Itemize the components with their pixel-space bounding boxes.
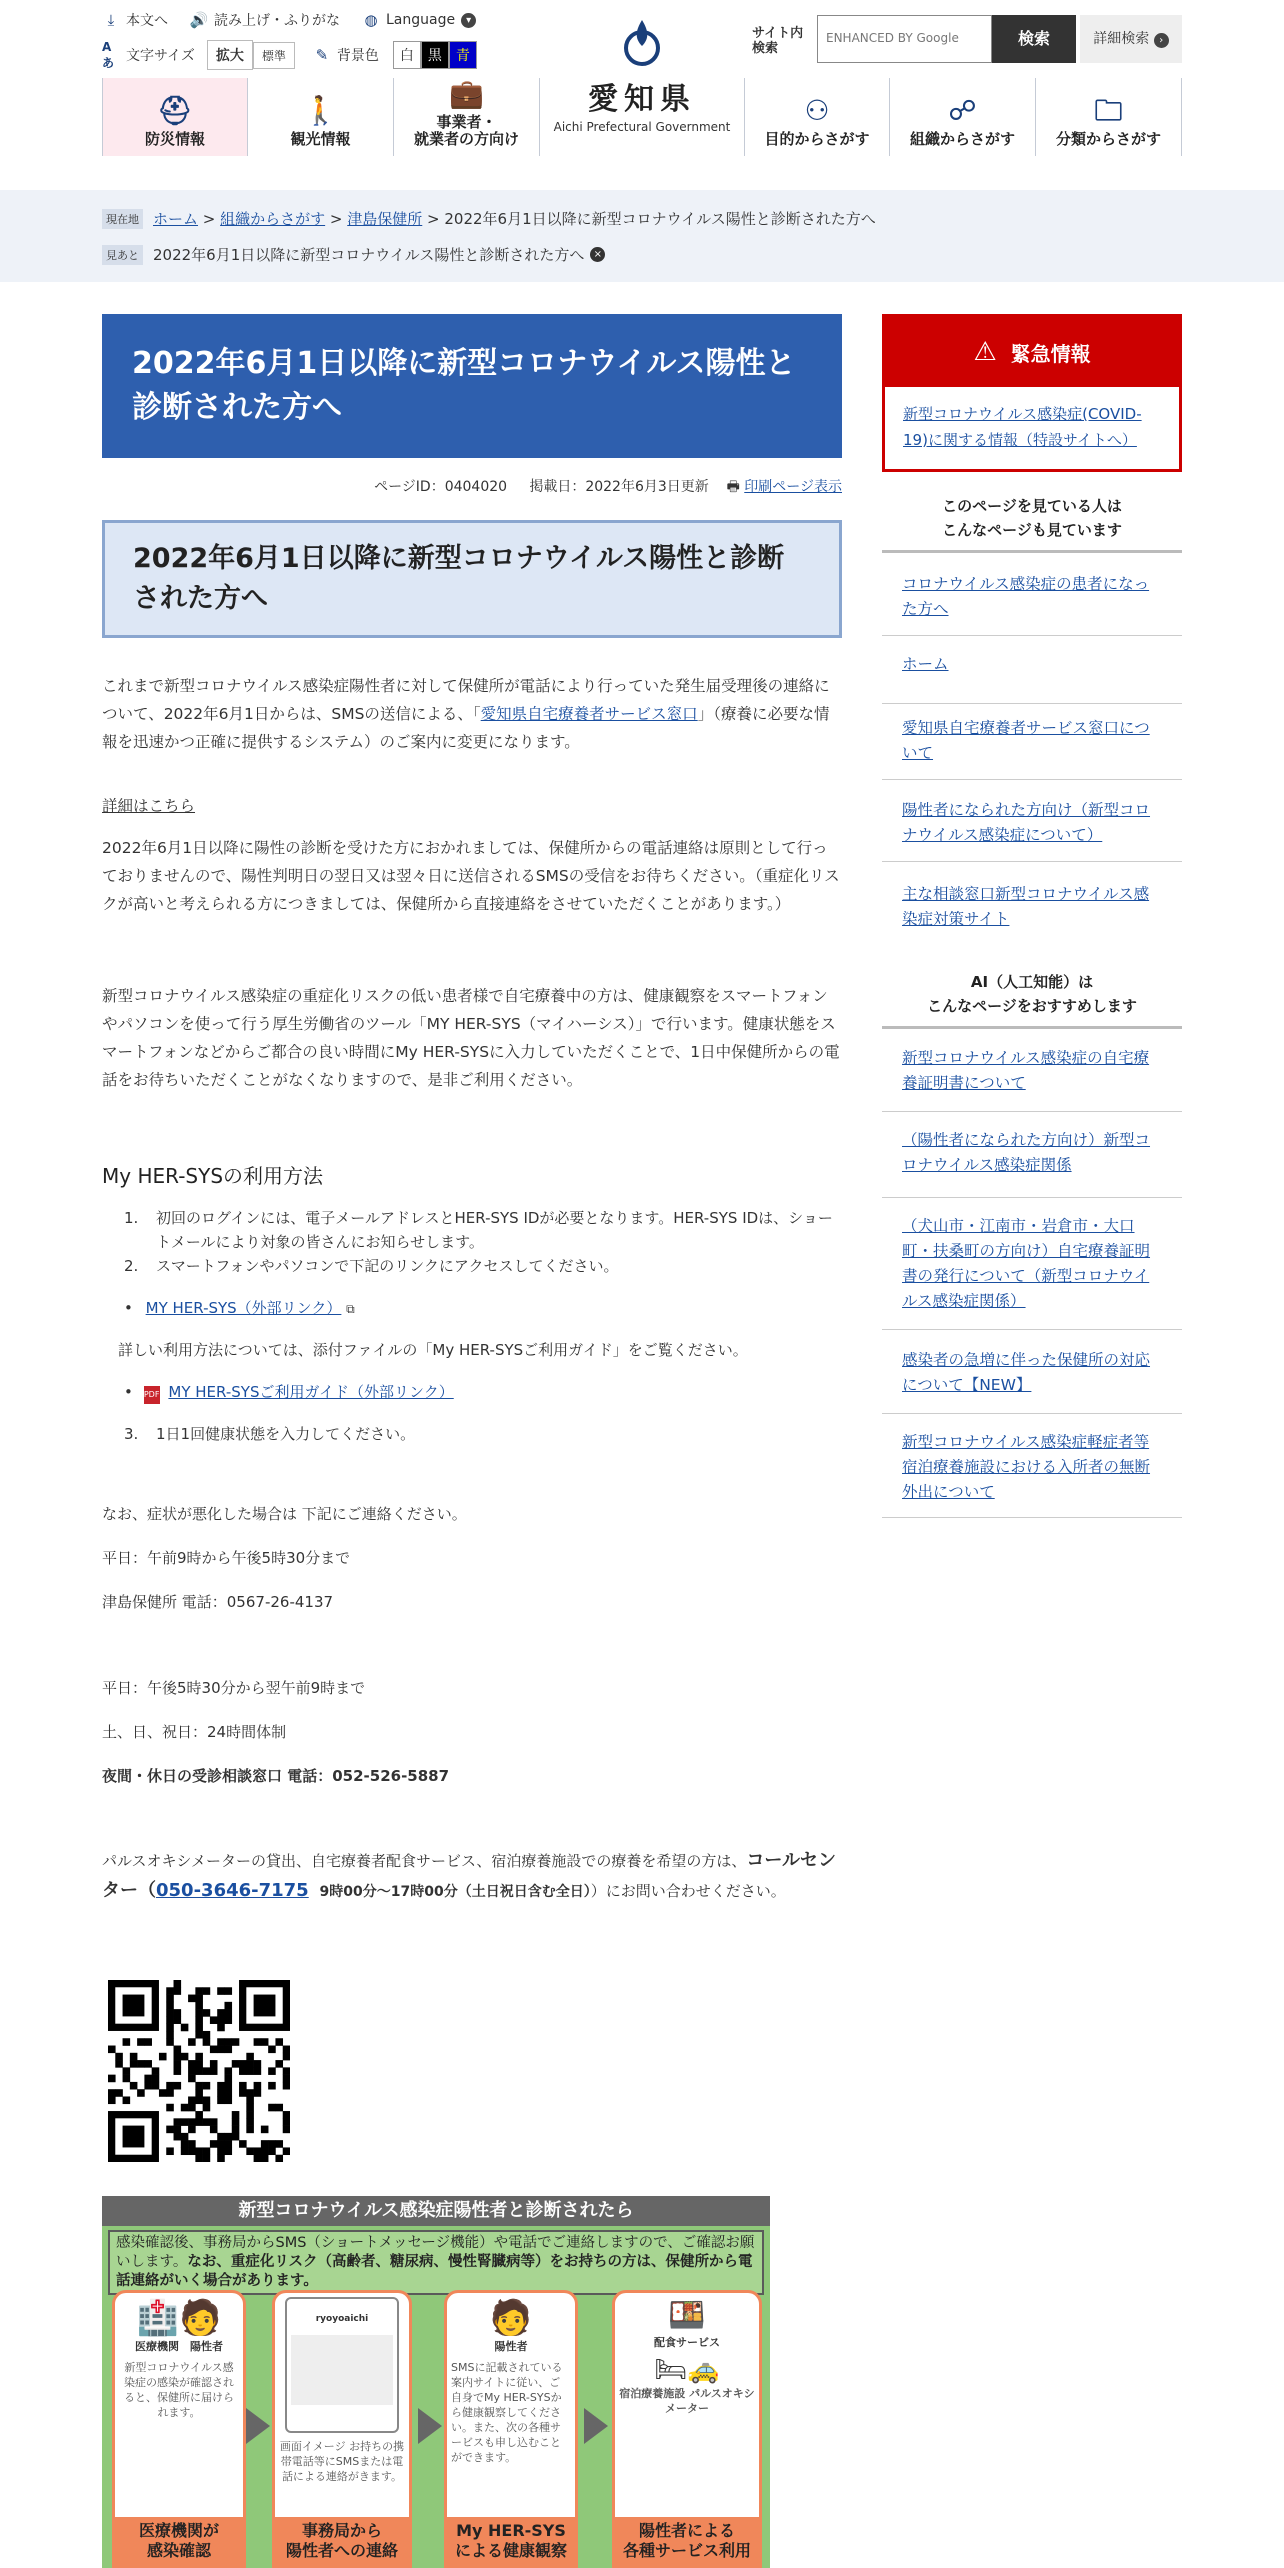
hotel-taxi-icon: 🛏🚕 — [654, 2355, 720, 2385]
weekday-hours: 平日：午前9時から午後5時30分まで — [102, 1549, 351, 1567]
ai-recommend-link[interactable]: 新型コロナウイルス感染症の自宅療養証明書について — [882, 1044, 1182, 1112]
smartphone-icon: ryoyoaichi — [285, 2297, 399, 2433]
step-card-4: 🍱 配食サービス 🛏🚕 宿泊療養施設 パルスオキシメーター 陽性者による 各種サービス利用 — [612, 2290, 762, 2568]
contact-intro: なお、症状が悪化した場合は 下記にご連絡ください。 — [102, 1505, 467, 1523]
nav-purpose[interactable]: ⚇ 目的からさがす — [744, 78, 890, 156]
call-center-phone[interactable]: 050-3646-7175 — [156, 1880, 309, 1901]
section-heading: 2022年6月1日以降に新型コロナウイルス陽性と診断された方へ — [102, 520, 842, 638]
printer-icon: 🖶 — [726, 479, 740, 495]
arrow-icon — [584, 2408, 608, 2444]
hospital-icon: 🏥🧑 — [136, 2298, 222, 2338]
step-card-2: ryoyoaichi 画面イメージ お持ちの携帯電話等にSMSまたは電話による連絡がきます。 事務局から 陽性者への連絡 — [272, 2290, 412, 2568]
font-size-icon: Aあ — [102, 39, 115, 70]
external-link-icon: ⧉ — [346, 1302, 355, 1316]
logo-name: 愛知県 — [588, 82, 696, 117]
step-card-3: 🧑 陽性者 SMSに記載されている案内サイトに従い、ご自身でMy HER-SYSから健康観察してください。また、次の各種サービスも申し込むことができます。 My HER-SYS による健康観察 — [444, 2290, 578, 2568]
also-viewed-link[interactable]: 愛知県自宅療養者サービス窓口について — [882, 712, 1182, 780]
font-size-label: 文字サイズ — [126, 48, 195, 64]
font-normal-button[interactable]: 標準 — [253, 42, 295, 69]
ai-recommend-heading: AI（人工知能）は こんなページをおすすめします — [882, 970, 1182, 1029]
emergency-box — [882, 314, 1182, 472]
breadcrumb-area — [0, 190, 1284, 282]
skip-to-content-link[interactable]: ⤓ 本文へ — [102, 10, 168, 30]
breadcrumb-current: 2022年6月1日以降に新型コロナウイルス陽性と診断された方へ — [444, 210, 876, 228]
step-card-1: 🏥🧑 医療機関 陽性者 新型コロナウイルス感染症の感染が確認されると、保健所に届けられます。 医療機関が 感染確認 — [112, 2290, 246, 2568]
print-link[interactable]: 印刷ページ表示 — [744, 479, 842, 495]
step-3: 3. 1日1回健康状態を入力してください。 — [124, 1425, 416, 1443]
helmet-icon: ⛑ — [157, 94, 193, 127]
viewed-history — [102, 244, 605, 265]
accessibility-controls — [102, 40, 477, 70]
nav-business[interactable]: 💼 事業者・ 就業者の方向け — [394, 78, 540, 156]
also-viewed-link[interactable]: ホーム — [882, 648, 1182, 704]
night-hours: 平日：午後5時30分から翌午前9時まで — [102, 1679, 366, 1697]
close-icon[interactable]: × — [590, 247, 605, 262]
ai-recommend-link[interactable]: 新型コロナウイルス感染症軽症者等宿泊療養施設における入所者の無断外出について — [882, 1428, 1182, 1518]
breadcrumb: 現在地 ホーム > 組織からさがす > 津島保健所 > 2022年6月1日以降に新型コロナウイルス陽性と診断された方へ — [102, 208, 876, 229]
mysys-link[interactable]: MY HER-SYS（外部リンク） — [145, 1299, 342, 1317]
page-id: ページID：0404020 — [374, 479, 508, 495]
breadcrumb-tsushima[interactable]: 津島保健所 — [347, 210, 423, 228]
nav-disaster[interactable]: ⛑ 防災情報 — [102, 78, 248, 156]
paint-icon: ✎ — [315, 46, 329, 64]
usage-heading: My HER-SYSの利用方法 — [102, 1164, 324, 1188]
also-viewed-link[interactable]: コロナウイルス感染症の患者になった方へ — [882, 568, 1182, 636]
bg-color-label: 背景色 — [336, 48, 379, 64]
meal-box-icon: 🍱 — [668, 2298, 706, 2333]
emergency-heading: ⚠ 緊急情報 — [885, 317, 1179, 387]
bg-black-button[interactable]: 黒 — [421, 41, 449, 69]
breadcrumb-home[interactable]: ホーム — [153, 210, 199, 228]
ai-recommend-link[interactable]: （陽性者になられた方向け）新型コロナウイルス感染症関係 — [882, 1126, 1182, 1198]
arrow-icon — [418, 2408, 442, 2444]
warning-icon: ⚠ — [973, 337, 997, 367]
sms-paragraph: 2022年6月1日以降に陽性の診断を受けた方におかれましては、保健所からの電話連絡は原則として行っておりませんので、陽性判明日の翌日又は翌々日に送信されるSMSの受信をお待ちください。（重症化リスクが高いと考えられる方につきましては、保健所から直接連絡をさせていただくことがあります。） — [102, 839, 840, 913]
emergency-link[interactable]: 新型コロナウイルス感染症(COVID-19)に関する情報（特設サイトへ） — [903, 405, 1142, 449]
viewed-page[interactable]: 2022年6月1日以降に新型コロナウイルス陽性と診断された方へ — [153, 246, 585, 264]
read-aloud-link[interactable]: 🔊 読み上げ・ふりがな — [189, 11, 340, 29]
guide-link-item: • PDF MY HER-SYSご利用ガイド（外部リンク） — [124, 1378, 864, 1406]
breadcrumb-organization[interactable]: 組織からさがす — [220, 210, 326, 228]
call-center-paragraph: パルスオキシメーターの貸出、自宅療養者配食サービス、宿泊療養施設での療養を希望の方は、コールセンター（050-3646-7175 9時00分～17時00分（土日祝日含む全日））にお問い合わせください。 — [102, 1850, 837, 1901]
arrow-icon — [246, 2408, 270, 2444]
tourist-icon: 🚶 — [303, 94, 338, 127]
page-title: 2022年6月1日以降に新型コロナウイルス陽性と診断された方へ — [102, 314, 842, 458]
site-logo[interactable] — [542, 18, 742, 134]
infographic-intro: 感染確認後、事務局からSMS（ショートメッセージ機能）や電話でご連絡しますので、ご確認お願いします。なお、重症化リスク（高齢者、糖尿病、慢性腎臓病等）をお持ちの方は、保健所から電話連絡がいく場合があります。 — [108, 2230, 764, 2295]
step-2: 2. スマートフォンやパソコンで下記のリンクにアクセスしてください。 — [124, 1257, 619, 1275]
also-viewed-heading: このページを見ている人は こんなページも見ています — [882, 494, 1182, 553]
guide-link[interactable]: MY HER-SYSご利用ガイド（外部リンク） — [168, 1383, 454, 1401]
ai-recommend-link[interactable]: 感染者の急増に伴った保健所の対応について【NEW】 — [882, 1346, 1182, 1414]
home-care-service-link[interactable]: 愛知県自宅療養者サービス窓口 — [480, 705, 698, 723]
patient-icon: 🧑 — [489, 2298, 533, 2338]
nav-organization[interactable]: ☍ 組織からさがす — [890, 78, 1036, 156]
mysys-link-item: • MY HER-SYS（外部リンク） ⧉ — [124, 1299, 355, 1317]
ai-recommend-link[interactable]: （犬山市・江南市・岩倉市・大口町・扶桑町の方向け）自宅療養証明書の発行について（新型コロナウイルス感染症関係） — [882, 1212, 1182, 1330]
nav-category[interactable]: 🗀 分類からさがす — [1036, 78, 1182, 156]
briefcase-icon: 💼 — [449, 77, 484, 110]
guide-text: 詳しい利用方法については、添付ファイルの「My HER-SYSご利用ガイド」をご覧ください。 — [118, 1341, 748, 1359]
step-1: 1. 初回のログインには、電子メールアドレスとHER-SYS IDが必要となります。HER-SYS IDは、ショートメールにより対象の皆さんにお知らせします。 — [124, 1209, 833, 1251]
site-search-label: サイト内 検索 — [752, 26, 804, 56]
intro-paragraph: これまで新型コロナウイルス感染症陽性者に対して保健所が電話により行っていた発生届受理後の連絡について、2022年6月1日からは、SMSの送信による、「愛知県自宅療養者サービス窓口」（療養に必要な情報を迅速かつ正確に提供するシステム）のご案内に変更になります。 — [102, 677, 830, 751]
chevron-right-icon: › — [1154, 33, 1169, 48]
nav-tourism[interactable]: 🚶 観光情報 — [248, 78, 394, 156]
night-window: 夜間・休日の受診相談窓口 電話：052-526-5887 — [102, 1767, 450, 1785]
people-icon: ⚇ — [804, 94, 830, 127]
bg-blue-button[interactable]: 青 — [449, 41, 477, 69]
logo-en: Aichi Prefectural Government — [553, 120, 731, 134]
chevron-down-icon: ▾ — [461, 13, 476, 28]
published-date: 掲載日：2022年6月3日更新 — [529, 479, 709, 495]
holiday-hours: 土、日、祝日：24時間体制 — [102, 1723, 287, 1741]
org-icon: ☍ — [948, 94, 977, 127]
globe-icon: ◍ — [364, 11, 378, 29]
qr-code — [108, 1980, 290, 2162]
folder-icon: 🗀 — [1094, 94, 1123, 127]
download-icon: ⤓ — [107, 11, 115, 29]
current-location-tag: 現在地 — [102, 209, 143, 229]
infographic-title: 新型コロナウイルス感染症陽性者と診断されたら — [102, 2196, 770, 2226]
also-viewed-link[interactable]: 主な相談窓口新型コロナウイルス感染症対策サイト — [902, 885, 1150, 928]
tsushima-phone: 津島保健所 電話：0567-26-4137 — [102, 1593, 334, 1611]
language-link[interactable]: ◍ Language ▾ — [362, 11, 476, 29]
utility-bar — [102, 10, 476, 30]
bg-white-button[interactable]: 白 — [393, 41, 421, 69]
search-input[interactable]: ENHANCED BY Google — [817, 15, 992, 63]
prefecture-emblem-icon — [622, 18, 662, 68]
pdf-icon: PDF — [144, 1386, 160, 1404]
viewed-tag: 見あと — [102, 245, 143, 265]
speaker-icon: 🔊 — [189, 11, 209, 29]
font-large-button[interactable]: 拡大 — [207, 40, 253, 70]
advanced-search-button[interactable]: 詳細検索 › — [1080, 15, 1182, 63]
page-meta — [102, 476, 842, 500]
details-link[interactable]: 詳細はこちら — [102, 797, 196, 815]
covid-flow-infographic — [102, 2196, 770, 2568]
search-button[interactable]: 検索 — [992, 15, 1076, 63]
also-viewed-link[interactable]: 陽性者になられた方向け（新型コロナウイルス感染症について） — [882, 794, 1182, 862]
hersys-paragraph: 新型コロナウイルス感染症の重症化リスクの低い患者様で自宅療養中の方は、健康観察をスマートフォンやパソコンを使って行う厚生労働省のツール「MY HER-SYS（マイハーシス）」で行います。健康状態をスマートフォンなどからご都合の良い時間にMy HER-SYSに入力していただくことで、1日中保健所からの電話をお待ちいただくことがなくなりますので、是非ご利用ください。 — [102, 987, 840, 1089]
